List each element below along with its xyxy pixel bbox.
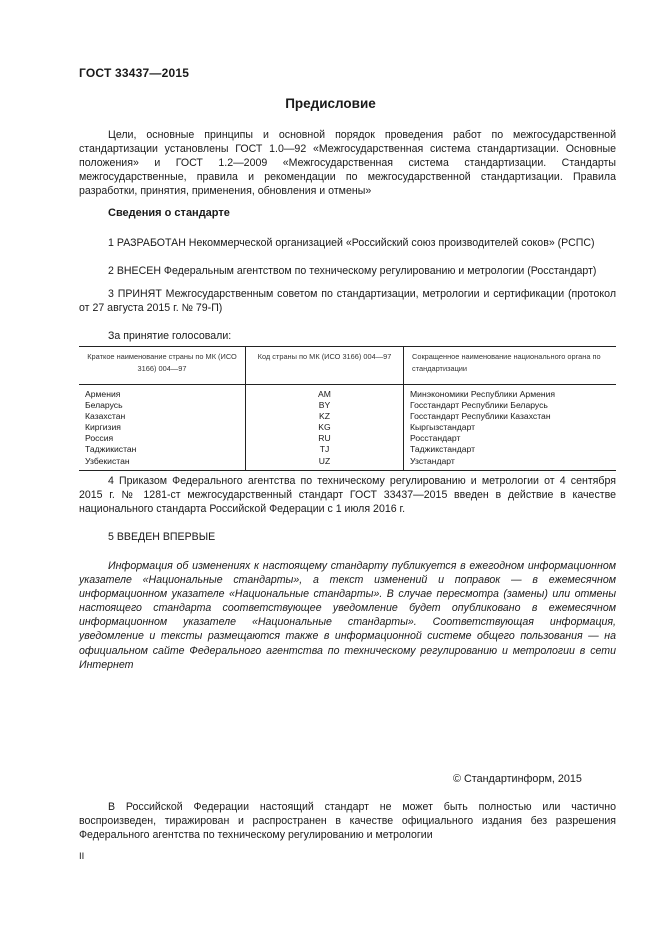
document-code: ГОСТ 33437—2015 [79,66,190,80]
table-row [79,444,616,455]
table-row [79,400,616,411]
country-cell: Узбекистан [79,456,246,471]
voting-table [79,346,616,471]
votes-label: За принятие голосовали: [108,330,232,342]
code-cell: BY [246,400,404,411]
item-developed: 1 РАЗРАБОТАН Некоммерческой организацией «Российский союз производителей соков» (РСПС) [108,237,595,249]
column-header-country: Краткое наименование страны по МК (ИСО 3166) 004—97 [79,347,246,385]
column-header-body: Сокращенное наименование национального органа по стандартизации [404,347,617,385]
code-cell: TJ [246,444,404,455]
table-header-row [79,347,616,385]
section-heading: Сведения о стандарте [108,207,230,219]
item-enacted: 4 Приказом Федерального агентства по техническому регулированию и метрологии от 4 сентября 2015 г. № 1281-ст межгосударственный стандарт ГОСТ 33437—2015 введен в действие в качестве национального стандарта Российской Федерации с 1 июля 2016 г. [79,475,616,516]
code-cell: AM [246,385,404,401]
code-cell: KG [246,422,404,433]
code-cell: UZ [246,456,404,471]
country-cell: Казахстан [79,411,246,422]
body-cell: Узстандарт [410,455,455,466]
body-cell: Кыргызстандарт [410,422,476,433]
table-row [79,411,616,422]
country-cell: Киргизия [79,422,246,433]
column-header-code: Код страны по МК (ИСО 3166) 004—97 [246,347,404,385]
body-cell: Минэкономики Республики Армения [410,389,556,399]
copyright: © Стандартинформ, 2015 [453,773,582,785]
country-cell: Россия [79,433,246,444]
code-cell: KZ [246,411,404,422]
table-row [79,422,616,433]
item-first-introduced: 5 ВВЕДЕН ВПЕРВЫЕ [108,531,216,543]
country-cell: Таджикистан [79,444,246,455]
table-row [79,433,616,444]
country-cell: Армения [79,385,246,401]
body-cell: Госстандарт Республики Беларусь [410,400,548,411]
country-cell: Беларусь [79,400,246,411]
item-submitted: 2 ВНЕСЕН Федеральным агентством по техническому регулированию и метрологии (Росстандарт) [108,265,597,277]
body-cell: Госстандарт Республики Казахстан [410,411,551,422]
body-cell: Таджикстандарт [410,444,476,455]
info-notice: Информация об изменениях к настоящему стандарту публикуется в ежегодном информационном указателе «Национальные стандарты», а текст изменений и поправок — в ежемесячном информационном указателе «Национальные стандарты». В случае пересмотра (замены) или отмены настоящего стандарта соответствующее уведомление будет опубликовано в ежемесячном информационном указателе «Национальные стандарты». Соответствующая информация, уведомление и тексты размещаются также в информационной системе общего пользования — на официальном сайте Федерального агентства по техническому регулированию и метрологии в сети Интернет [79,560,616,671]
item-adopted: 3 ПРИНЯТ Межгосударственным советом по стандартизации, метрологии и сертификации (протокол от 27 августа 2015 г. № 79-П) [79,288,616,315]
body-cell: Росстандарт [410,433,461,444]
page-number: II [79,851,85,862]
table-row [79,385,616,401]
intro-paragraph: Цели, основные принципы и основной порядок проведения работ по межгосударственной стандартизации установлены ГОСТ 1.0—92 «Межгосударственная система стандартизации. Основные положения» и ГОСТ 1.2—2009 «Межгосударственная система стандартизации. Стандарты межгосударственные, правила и рекомендации по межгосударственной стандартизации. Правила разработки, принятия, применения, обновления и отмены» [79,129,616,198]
table-row [79,456,616,471]
code-cell: RU [246,433,404,444]
rights-notice: В Российской Федерации настоящий стандарт не может быть полностью или частично воспроизведен, тиражирован и распространен в качестве официального издания без разрешения Федерального агентства по техническому регулированию и метрологии [79,801,616,842]
page-title: Предисловие [285,96,376,111]
